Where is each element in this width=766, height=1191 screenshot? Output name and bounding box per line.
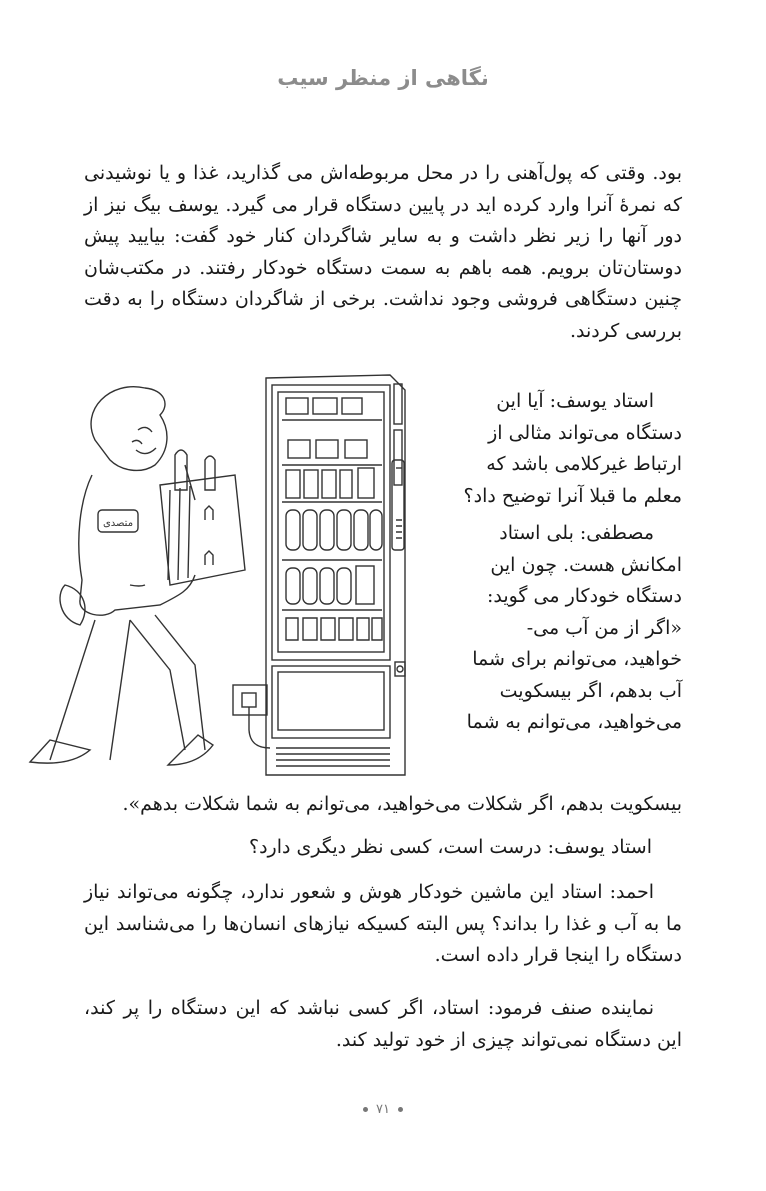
badge-label: متصدی [102, 518, 134, 529]
continuation-paragraph: بیسکویت بدهم، اگر شکلات می‌خواهید، می‌توانم به شما شکلات بدهم». [122, 793, 682, 815]
side-line: خواهید، می‌توانم برای شما [472, 648, 682, 670]
running-head: نگاهی از منظر سیب [277, 66, 489, 90]
bullet-dot [398, 1107, 403, 1112]
page-number-value: ۷۱ [376, 1102, 390, 1117]
side-line: امکانش هست. چون این [490, 553, 682, 576]
side-line: ارتباط غیرکلامی باشد که [486, 453, 682, 475]
side-line: استاد یوسف: آیا این [496, 390, 654, 412]
side-line: می‌خواهید، می‌توانم به شما [466, 711, 682, 733]
page-number [0, 1102, 766, 1117]
boy-figure [30, 387, 245, 765]
side-line: دستگاه می‌تواند مثالی از [488, 421, 682, 444]
ahmad-paragraph: احمد: استاد این ماشین خودکار هوش و شعور ندارد، چگونه می‌تواند نیاز ما به آب و غذا را بداند؟ پس البته کسیکه نیازهای انسان‌ها را می‌شناسد این دستگاه را اینجا قرار داده است. [84, 881, 682, 966]
side-line: دستگاه خودکار می گوید: [486, 585, 682, 607]
side-line: «اگر از من آب می- [526, 616, 682, 639]
wall-outlet [233, 685, 270, 748]
intro-paragraph: بود. وقتی که پول‌آهنی را در محل مربوطه‌اش می گذارید، غذا و یا نوشیدنی که نمرهٔ آنرا وارد کرده اید در پایین دستگاه قرار می گیرد. یوسف بیگ نیز از دور آنها را زیر نظر داشت و به سایر شاگردان کنار خود گفت: بیایید پیش دوستان‌تان برویم. همه باهم به سمت دستگاه خودکار رفتند. در مکتب‌شان چنین دستگاهی فروشی وجود نداشت. برخی از شاگردان دستگاه را به دقت بررسی کردند. [84, 162, 682, 342]
side-dialogue [458, 386, 682, 739]
yusuf-reply-paragraph: استاد یوسف: درست است، کسی نظر دیگری دارد؟ [249, 836, 652, 858]
bullet-dot [363, 1107, 368, 1112]
vending-machine-illustration [20, 370, 460, 785]
class-rep-paragraph: نماینده صنف فرمود: استاد، اگر کسی نباشد که این دستگاه را پر کند، این دستگاه نمی‌تواند چیزی از خود تولید کند. [84, 997, 682, 1051]
vending-machine [266, 375, 405, 775]
side-line: معلم ما قبلا آنرا توضیح داد؟ [463, 484, 682, 507]
side-line: آب بدهم، اگر بیسکویت [499, 679, 682, 702]
side-line: مصطفی: بلی استاد [499, 522, 654, 544]
